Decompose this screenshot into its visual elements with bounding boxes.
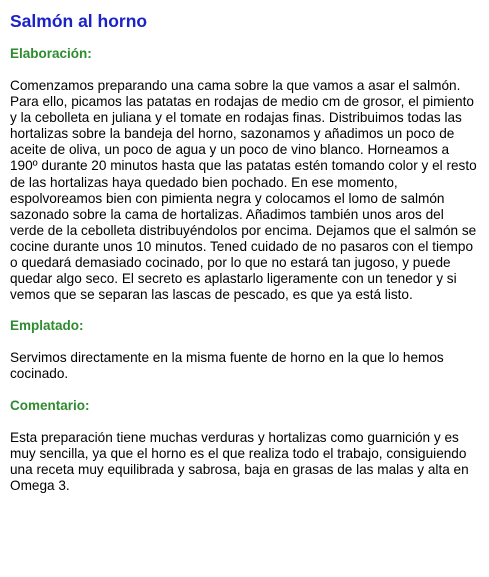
section-emplatado	[10, 317, 479, 382]
section-body-elaboracion: Comenzamos preparando una cama sobre la que vamos a asar el salmón. Para ello, picamos las patatas en rodajas de medio cm de grosor, el pimiento y la cebolleta en juliana y el tomate en rodajas finas. Distribuimos todas las hortalizas sobre la bandeja del horno, sazonamos y añadimos un poco de aceite de oliva, un poco de agua y un poco de vino blanco. Horneamos a 190º durante 20 minutos hasta que las patatas estén tomando color y el resto de las hortalizas haya quedado bien pochado. En ese momento, espolvoreamos bien con pimienta negra y colocamos el lomo de salmón sazonado sobre la cama de hortalizas. Añadimos también unos aros del verde de la cebolleta distribuyéndolos por encima. Dejamos que el salmón se cocine durante unos 10 minutos. Tened cuidado de no pasaros con el tiempo o quedará demasiado cocinado, por lo que no estará tan jugoso, y puede quedar algo seco. El secreto es aplastarlo ligeramente con un tenedor y si vemos que se separan las lascas de pescado, es que ya está listo.	[10, 78, 477, 303]
recipe-title: Salmón al horno	[10, 11, 148, 31]
section-body-emplatado: Servimos directamente en la misma fuente de horno en la que lo hemos cocinado.	[10, 350, 444, 382]
section-comentario	[10, 397, 479, 494]
section-heading-elaboracion: Elaboración:	[10, 46, 92, 61]
section-heading-emplatado: Emplatado:	[10, 318, 84, 334]
section-heading-comentario: Comentario:	[10, 397, 90, 413]
section-body-comentario: Esta preparación tiene muchas verduras y hortalizas como guarnición y es muy sencilla, ya que el horno es el que realiza todo el trabajo, consiguiendo una receta muy equilibrada y sabrosa, baja en grasas de las malas y alta en Omega 3.	[10, 429, 469, 493]
section-elaboracion	[10, 45, 479, 303]
